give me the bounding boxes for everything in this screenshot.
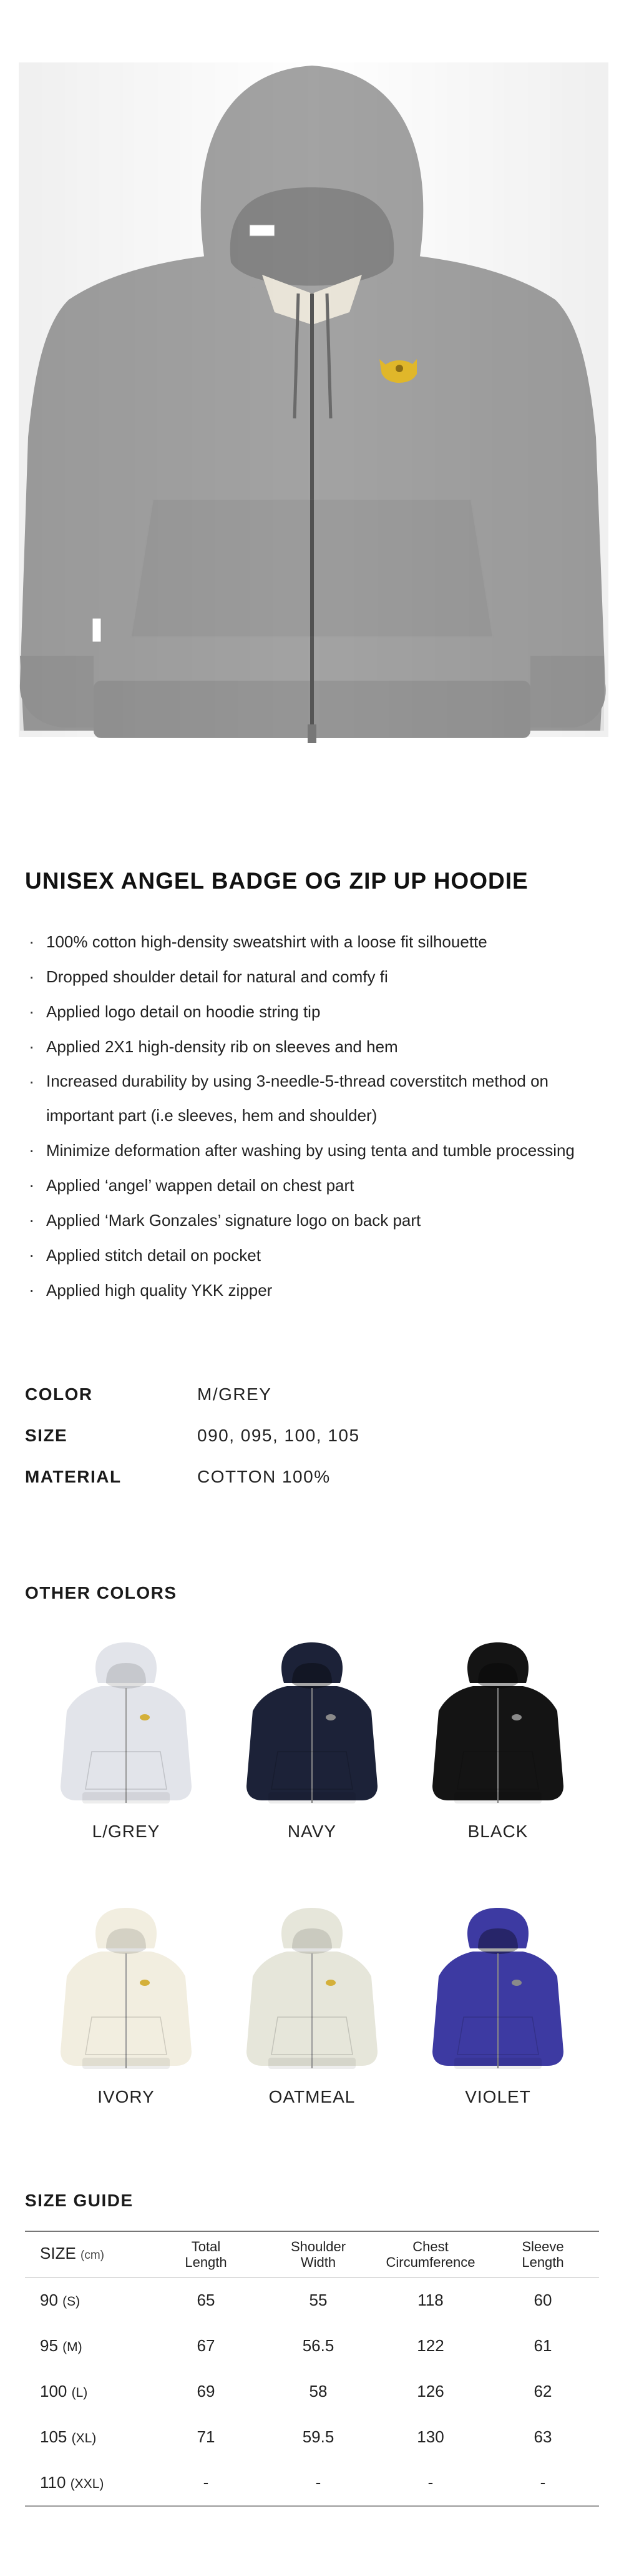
table-row bbox=[25, 2323, 599, 2369]
feature-item: · Minimize deformation after washing by using tenta and tumble processing bbox=[25, 1133, 605, 1168]
spec-table bbox=[25, 1374, 599, 1498]
table-cell: - bbox=[374, 2460, 487, 2506]
color-name: NAVY bbox=[287, 1822, 337, 1841]
other-colors-title: OTHER COLORS bbox=[25, 1583, 177, 1602]
table-cell: 126 bbox=[417, 2382, 444, 2401]
table-row bbox=[25, 2277, 599, 2324]
table-cell: 62 bbox=[534, 2382, 552, 2401]
table-cell: 60 bbox=[534, 2291, 552, 2309]
feature-item: · Increased durability by using 3-needle-5-thread coverstitch method on important part (i.e sleeves, hem and shoulder) bbox=[25, 1064, 605, 1133]
column-header: Sleeve Length bbox=[487, 2231, 599, 2277]
hoodie-thumbnail bbox=[237, 1639, 387, 1808]
feature-item: · 100% cotton high-density sweatshirt with a loose fit silhouette bbox=[25, 924, 605, 959]
feature-list bbox=[25, 924, 605, 1308]
size-column-header: SIZE (cm) bbox=[25, 2231, 150, 2277]
color-name: BLACK bbox=[467, 1822, 529, 1841]
spec-value: COTTON 100% bbox=[197, 1467, 331, 1486]
spec-value: 090, 095, 100, 105 bbox=[197, 1426, 360, 1445]
feature-item: · Applied logo detail on hoodie string tip bbox=[25, 994, 605, 1029]
table-cell: 69 bbox=[197, 2382, 215, 2401]
feature-item: · Applied 2X1 high-density rib on sleeves and hem bbox=[25, 1029, 605, 1064]
table-cell: 65 bbox=[197, 2291, 215, 2309]
color-name: OATMEAL bbox=[268, 2087, 356, 2106]
product-title: UNISEX ANGEL BADGE OG ZIP UP HOODIE bbox=[25, 868, 529, 894]
size-guide-title: SIZE GUIDE bbox=[25, 2191, 134, 2210]
product-main-image bbox=[0, 0, 624, 787]
table-cell: 71 bbox=[197, 2427, 215, 2446]
table-row bbox=[25, 2414, 599, 2460]
hoodie-thumbnail bbox=[51, 1639, 201, 1808]
hoodie-illustration bbox=[0, 0, 624, 787]
table-row bbox=[25, 2369, 599, 2414]
column-header: Chest Circumference bbox=[374, 2231, 487, 2277]
size-cell: 105 (XL) bbox=[40, 2427, 97, 2446]
color-option-violet[interactable] bbox=[404, 1905, 592, 2107]
spec-label: MATERIAL bbox=[25, 1467, 122, 1486]
spec-value: M/GREY bbox=[197, 1384, 272, 1404]
size-table-header bbox=[25, 2231, 599, 2277]
column-header: Shoulder Width bbox=[262, 2231, 374, 2277]
table-cell: 118 bbox=[417, 2291, 444, 2309]
table-cell: 58 bbox=[309, 2382, 328, 2401]
size-cell: 100 (L) bbox=[40, 2382, 88, 2401]
size-cell: 110 (XXL) bbox=[25, 2460, 150, 2506]
color-option-ivory[interactable] bbox=[32, 1905, 220, 2107]
color-name: IVORY bbox=[97, 2087, 155, 2106]
spec-label: SIZE bbox=[25, 1426, 68, 1445]
spec-label: COLOR bbox=[25, 1384, 93, 1404]
table-cell: 61 bbox=[534, 2336, 552, 2355]
feature-item: · Applied high quality YKK zipper bbox=[25, 1273, 605, 1308]
table-cell: - bbox=[150, 2460, 262, 2506]
size-cell: 95 (M) bbox=[40, 2336, 82, 2355]
color-name: L/GREY bbox=[92, 1822, 160, 1841]
color-option-lgrey[interactable] bbox=[32, 1639, 220, 1842]
hoodie-thumbnail bbox=[423, 1905, 573, 2073]
color-name: VIOLET bbox=[465, 2087, 531, 2106]
table-cell: - bbox=[262, 2460, 374, 2506]
table-cell: 67 bbox=[197, 2336, 215, 2355]
feature-item: · Applied ‘Mark Gonzales’ signature logo on back part bbox=[25, 1203, 605, 1238]
hoodie-thumbnail bbox=[423, 1639, 573, 1808]
spec-row-size bbox=[25, 1415, 599, 1456]
table-cell: 56.5 bbox=[302, 2336, 334, 2355]
size-cell: 90 (S) bbox=[40, 2291, 80, 2309]
color-option-oatmeal[interactable] bbox=[218, 1905, 406, 2107]
color-option-navy[interactable] bbox=[218, 1639, 406, 1842]
spec-row-color bbox=[25, 1374, 599, 1415]
size-guide-table bbox=[25, 2231, 599, 2507]
feature-item: · Dropped shoulder detail for natural and comfy fi bbox=[25, 959, 605, 994]
feature-item: · Applied stitch detail on pocket bbox=[25, 1238, 605, 1273]
table-cell: - bbox=[487, 2460, 599, 2506]
hoodie-thumbnail bbox=[237, 1905, 387, 2073]
table-cell: 130 bbox=[417, 2427, 444, 2446]
feature-item: · Applied ‘angel’ wappen detail on chest part bbox=[25, 1168, 605, 1203]
hoodie-thumbnail bbox=[51, 1905, 201, 2073]
table-cell: 55 bbox=[309, 2291, 328, 2309]
column-header: Total Length bbox=[150, 2231, 262, 2277]
table-cell: 122 bbox=[417, 2336, 444, 2355]
table-row bbox=[25, 2460, 599, 2506]
table-cell: 59.5 bbox=[302, 2427, 334, 2446]
table-cell: 63 bbox=[534, 2427, 552, 2446]
spec-row-material bbox=[25, 1456, 599, 1498]
color-option-black[interactable] bbox=[404, 1639, 592, 1842]
